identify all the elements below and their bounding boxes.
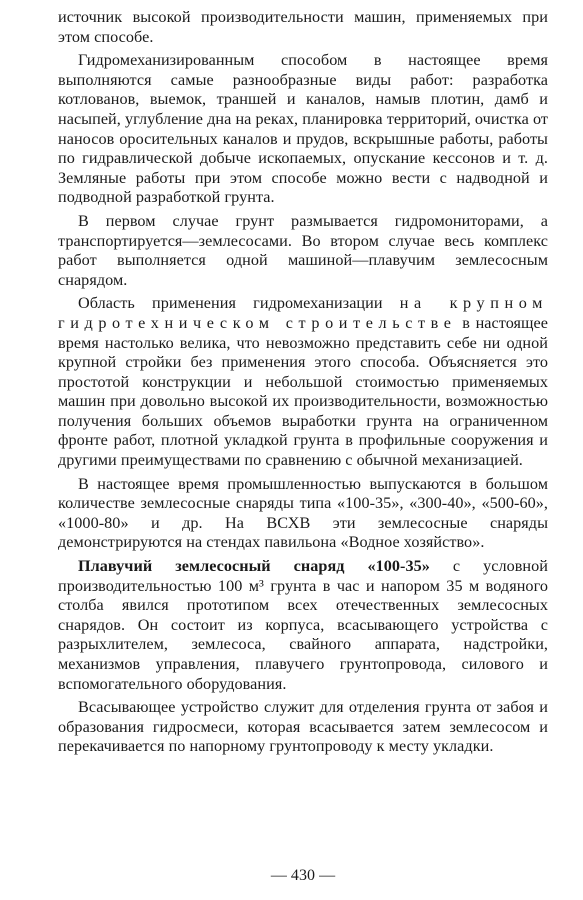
application-spaced-text: на крупном гидротехническом строительстве xyxy=(58,294,548,332)
book-page xyxy=(58,8,548,892)
paragraph-first-case: В первом случае грунт размывается гидромониторами, а транспортируется—землесосами. Во втором случае весь комплекс работ выполняется одной машиной—плавучим землесосным снарядом. xyxy=(58,211,548,289)
paragraph-dredger-description xyxy=(58,557,548,694)
paragraph-application-area xyxy=(58,294,548,470)
paragraph-suction-device: Всасывающее устройство служит для отделения грунта от забоя и образования гидросмеси, которая всасывается затем землесосом и перекачивается по напорному грунтопроводу к месту укладки. xyxy=(58,698,548,756)
application-lead-text: Область применения гидромеханизации xyxy=(78,294,400,313)
paragraph-work-types: Гидромеханизированным способом в настоящее время выполняются самые разнообразные виды работ: разработка котлованов, выемок, траншей и каналов, намыв плотин, дамб и насыпей, углубление дна на реках, планировка территорий, очистка от наносов оросительных каналов и прудов, вскрышные работы, работы по гидравлической добыче ископаемых, опускание кессонов и т. д. Земляные работы при этом способе можно вести с надводной и подводной разработкой грунта. xyxy=(58,51,548,207)
application-rest-text: в настоящее время настолько велика, что невозможно представить себе ни одной крупной стройки без применения этого способа. Объясняется это простотой конструкции и небольшой стоимостью применяемых машин при довольно высокой их производительности, возможностью получения больших объемов выработки грунта на ограниченном фронте работ, плотной укладкой грунта в профильные сооружения и другими преимуществами по сравнению с обычной механизацией. xyxy=(58,313,549,470)
dredger-heading: Плавучий землесосный снаряд «100-35» xyxy=(78,557,430,576)
page-number: — 430 — xyxy=(270,867,336,884)
dredger-rest-text: с условной производительностью 100 м³ грунта в час и напором 35 м водяного столба явился прототипом всех отечественных землесосных снарядов. Он состоит из корпуса, всасывающего устройства с разрыхлителем, землесоса, свайного аппарата, надстройки, механизмов управления, плавучего грунтопровода, силового и вспомогательного оборудования. xyxy=(58,557,549,693)
paragraph-industry-output: В настоящее время промышленностью выпускаются в большом количестве землесосные снаряды типа «100-35», «300-40», «500-60», «1000-80» и др. На ВСХВ эти землесосные снаряды демонстрируются на стендах павильона «Водное хозяйство». xyxy=(58,474,548,552)
paragraph-continuation: источник высокой производительности машин, применяемых при этом способе. xyxy=(58,8,548,46)
